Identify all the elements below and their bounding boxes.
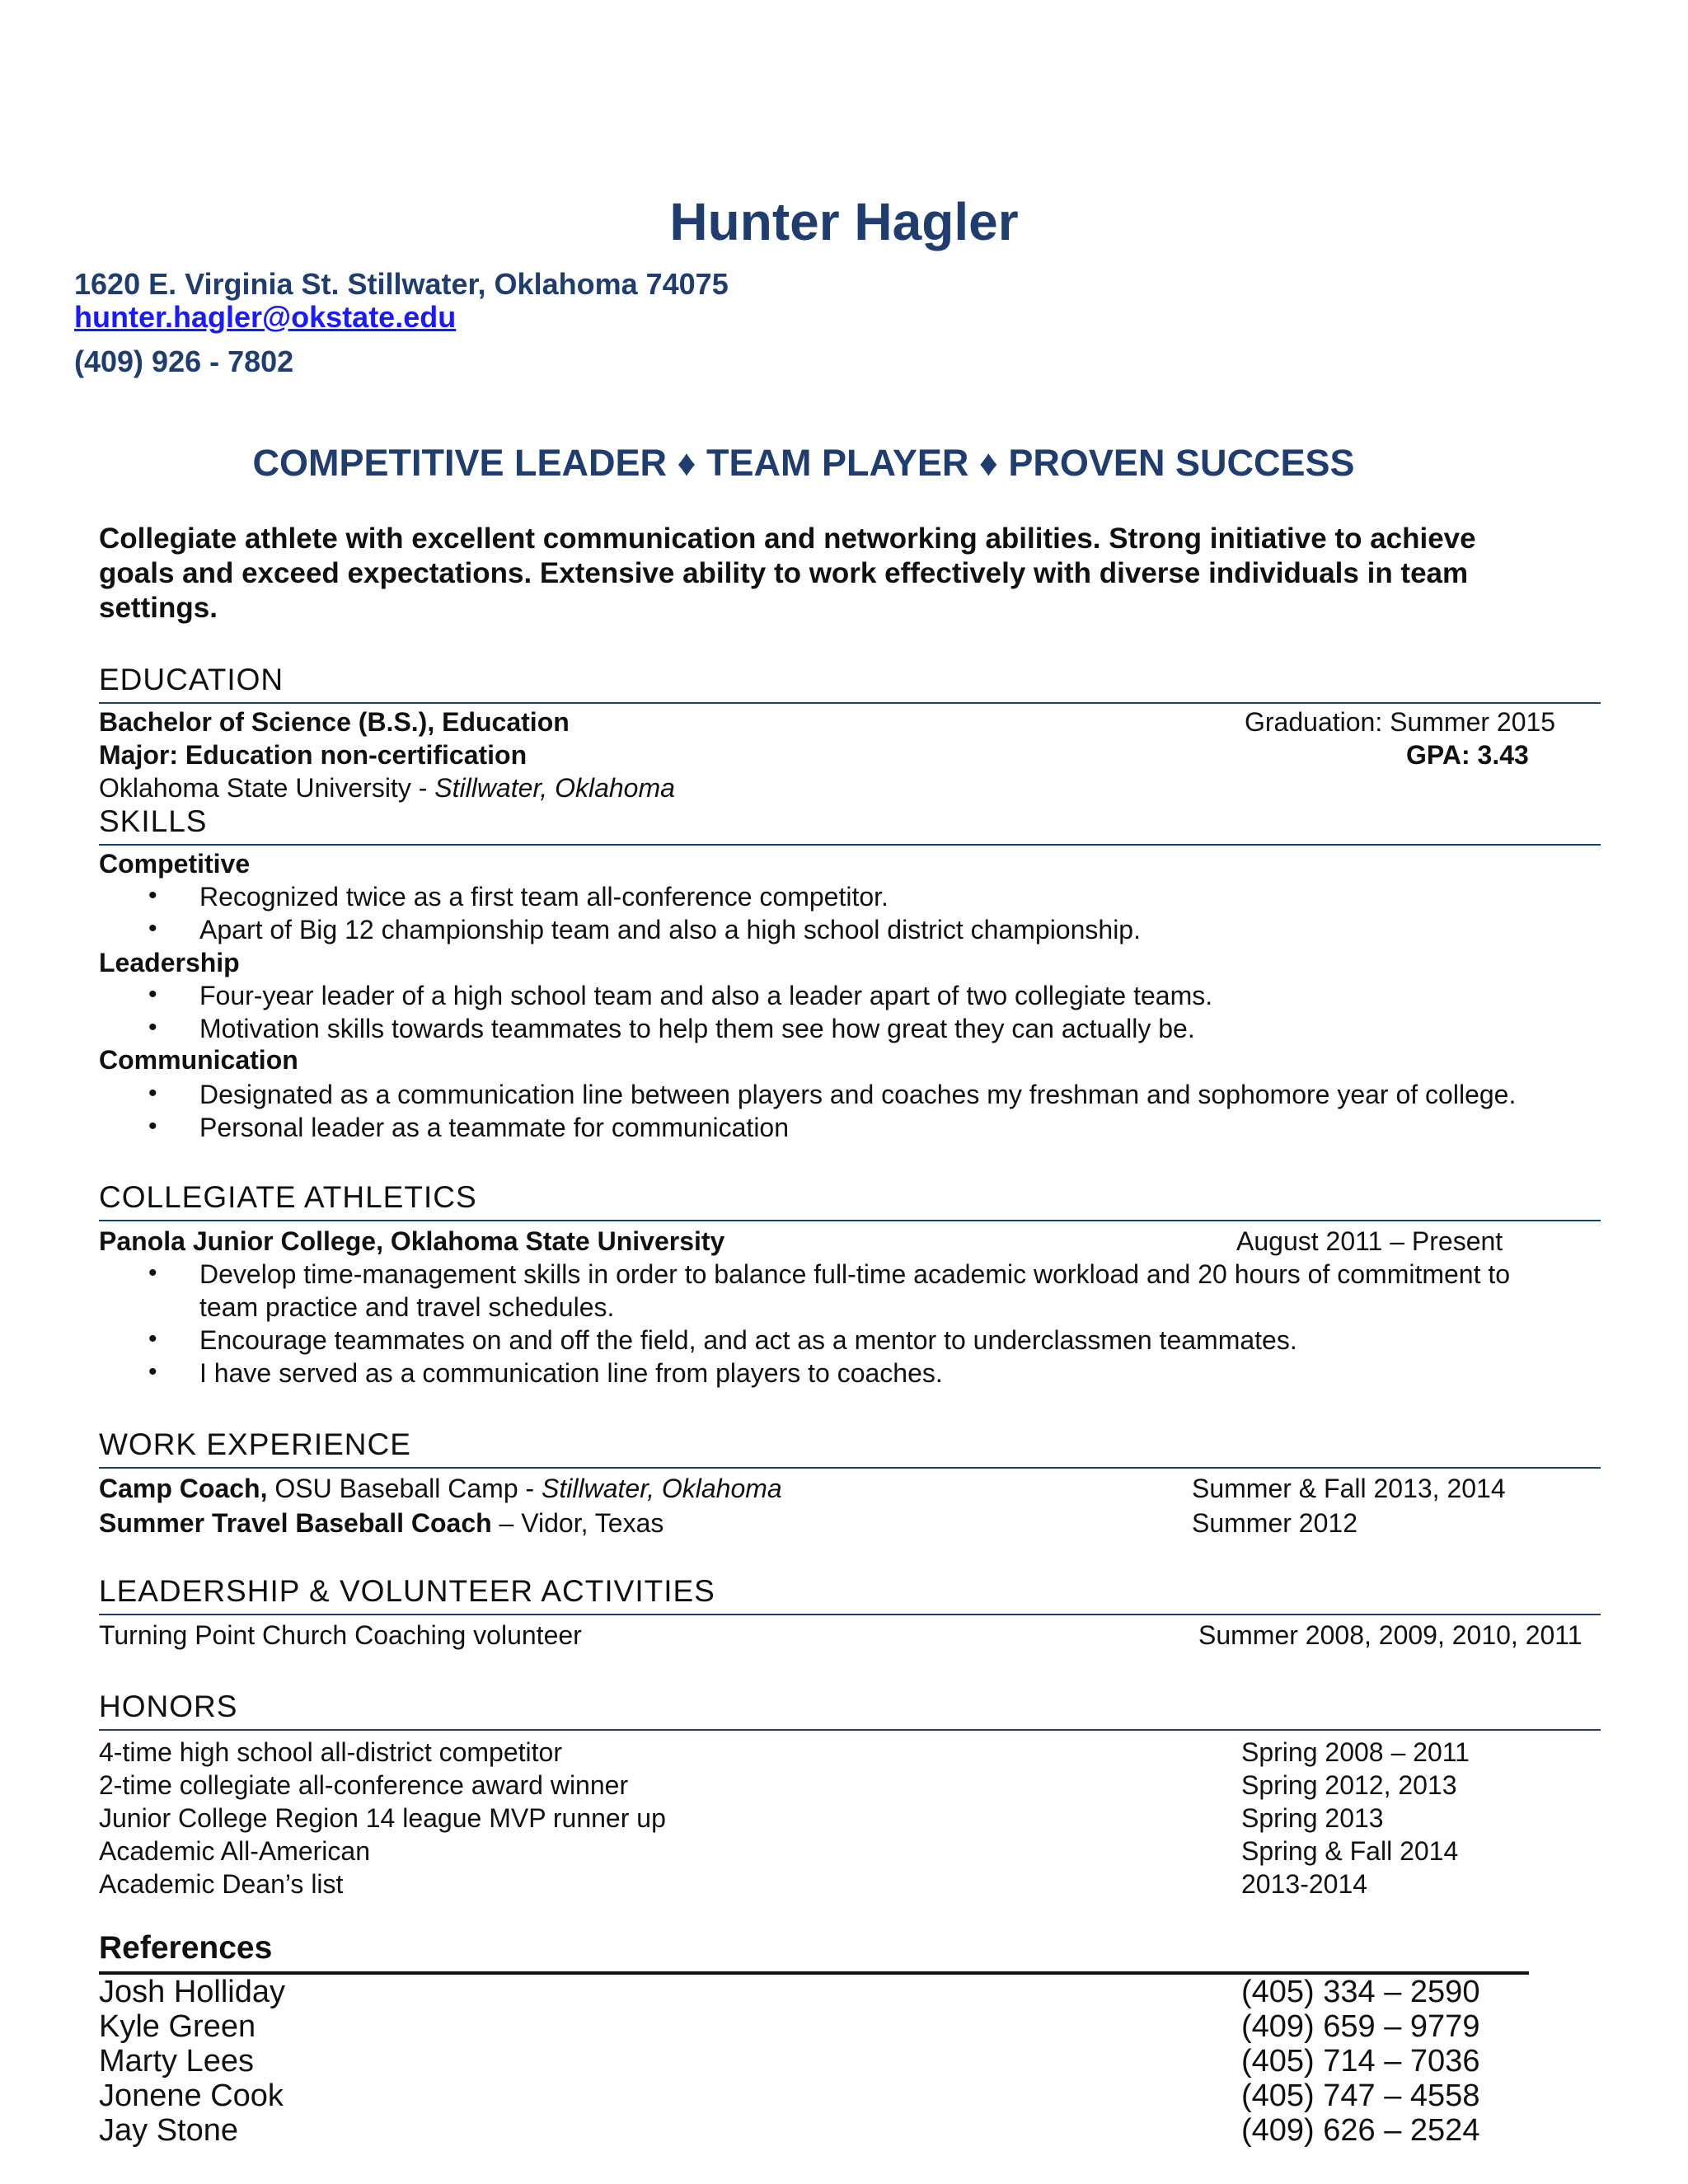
bullet-icon: •	[148, 1113, 157, 1140]
job-dates: Summer 2012	[1192, 1508, 1357, 1538]
resume-name: Hunter Hagler	[669, 192, 1019, 251]
divider	[99, 1220, 1601, 1221]
reference-name: Jay Stone	[99, 2113, 238, 2148]
reference-name: Josh Holliday	[99, 1975, 285, 2009]
tagline-team-player: TEAM PLAYER	[706, 442, 969, 484]
honor-date: Spring 2012, 2013	[1241, 1770, 1457, 1800]
tagline-proven-success: PROVEN SUCCESS	[1008, 442, 1355, 484]
school-name: Oklahoma State University -	[99, 773, 435, 803]
list-item: Encourage teammates on and off the field, and act as a mentor to underclassmen teammates.	[199, 1325, 1297, 1355]
references-heading: References	[99, 1930, 273, 1966]
list-item: Four-year leader of a high school team and also a leader apart of two collegiate teams.	[199, 981, 1213, 1010]
bullet-icon: •	[148, 1358, 157, 1385]
diamond-icon: ♦	[978, 442, 998, 484]
work-heading: WORK EXPERIENCE	[99, 1427, 411, 1461]
list-item: Personal leader as a teammate for communication	[199, 1113, 790, 1142]
tagline-competitive-leader: COMPETITIVE LEADER	[252, 442, 668, 484]
job-title: Summer Travel Baseball Coach	[99, 1508, 492, 1538]
gpa: GPA: 3.43	[1406, 740, 1529, 770]
job-travel-coach	[99, 1508, 663, 1539]
bullet-icon: •	[148, 915, 157, 942]
bullet-icon: •	[148, 1259, 157, 1286]
divider	[99, 1614, 1601, 1615]
bullet-icon: •	[148, 882, 157, 909]
bullet-icon: •	[148, 1014, 157, 1041]
honor-date: Spring 2008 – 2011	[1241, 1737, 1470, 1767]
honors-heading: HONORS	[99, 1690, 238, 1723]
skill-category-leadership: Leadership	[99, 948, 240, 977]
major: Major: Education non-certification	[99, 740, 528, 770]
phone: (409) 926 - 7802	[74, 344, 294, 378]
honor-name: Junior College Region 14 league MVP runner up	[99, 1803, 666, 1833]
reference-phone: (409) 626 – 2524	[1241, 2113, 1480, 2148]
reference-phone: (405) 334 – 2590	[1241, 1975, 1480, 2009]
reference-name: Jonene Cook	[99, 2079, 284, 2113]
tagline	[0, 442, 1607, 485]
athletics-dates: August 2011 – Present	[1236, 1226, 1503, 1256]
honor-date: Spring & Fall 2014	[1241, 1836, 1459, 1866]
list-item-continued: team practice and travel schedules.	[199, 1292, 615, 1322]
reference-phone: (405) 714 – 7036	[1241, 2044, 1480, 2079]
reference-name: Kyle Green	[99, 2009, 256, 2044]
honor-date: Spring 2013	[1241, 1803, 1384, 1833]
honor-name: 2-time collegiate all-conference award winner	[99, 1770, 629, 1800]
summary-line-2: goals and exceed expectations. Extensive ability to work effectively with diverse individuals in team	[99, 557, 1469, 589]
job-title: Camp Coach,	[99, 1474, 268, 1503]
job-camp-coach	[99, 1474, 782, 1504]
bullet-icon: •	[148, 1325, 157, 1352]
list-item: Motivation skills towards teammates to help them see how great they can actually be.	[199, 1014, 1195, 1043]
divider	[99, 702, 1601, 704]
list-item: I have served as a communication line from players to coaches.	[199, 1358, 943, 1388]
athletics-heading: COLLEGIATE ATHLETICS	[99, 1180, 477, 1214]
divider	[99, 844, 1601, 846]
list-item: Develop time-management skills in order to balance full-time academic workload and 20 hours of commitment to	[199, 1259, 1511, 1289]
volunteer-dates: Summer 2008, 2009, 2010, 2011	[1198, 1620, 1582, 1650]
bullet-icon: •	[148, 981, 157, 1008]
skills-heading: SKILLS	[99, 804, 208, 838]
school	[99, 773, 675, 804]
honor-date: 2013-2014	[1241, 1869, 1368, 1899]
summary-line-3: settings.	[99, 592, 218, 624]
divider	[99, 1467, 1601, 1469]
honor-name: Academic All-American	[99, 1836, 370, 1866]
list-item: Recognized twice as a first team all-conference competitor.	[199, 882, 889, 912]
job-dates: Summer & Fall 2013, 2014	[1192, 1474, 1506, 1503]
diamond-icon: ♦	[677, 442, 696, 484]
volunteer-item: Turning Point Church Coaching volunteer	[99, 1620, 582, 1650]
reference-phone: (409) 659 – 9779	[1241, 2009, 1480, 2044]
reference-phone: (405) 747 – 4558	[1241, 2079, 1480, 2113]
job-location: – Vidor, Texas	[491, 1508, 664, 1538]
job-org: OSU Baseball Camp -	[267, 1474, 542, 1503]
address: 1620 E. Virginia St. Stillwater, Oklahoma 74075	[74, 267, 729, 301]
volunteer-heading: LEADERSHIP & VOLUNTEER ACTIVITIES	[99, 1574, 715, 1608]
honor-name: 4-time high school all-district competitor	[99, 1737, 562, 1767]
degree: Bachelor of Science (B.S.), Education	[99, 707, 570, 737]
job-location: Stillwater, Oklahoma	[542, 1474, 782, 1503]
skill-category-competitive: Competitive	[99, 849, 251, 879]
divider	[99, 1729, 1601, 1731]
list-item: Designated as a communication line between players and coaches my freshman and sophomore year of college.	[199, 1080, 1517, 1109]
list-item: Apart of Big 12 championship team and also a high school district championship.	[199, 915, 1141, 944]
email-link[interactable]: hunter.hagler@okstate.edu	[74, 300, 457, 334]
reference-name: Marty Lees	[99, 2044, 254, 2079]
skill-category-communication: Communication	[99, 1045, 298, 1075]
athletics-org: Panola Junior College, Oklahoma State University	[99, 1226, 725, 1256]
honor-name: Academic Dean’s list	[99, 1869, 344, 1899]
summary-line-1: Collegiate athlete with excellent communication and networking abilities. Strong initiative to achieve	[99, 523, 1476, 555]
education-heading: EDUCATION	[99, 663, 284, 696]
school-location: Stillwater, Oklahoma	[434, 773, 675, 803]
bullet-icon: •	[148, 1080, 157, 1107]
graduation-date: Graduation: Summer 2015	[1245, 707, 1556, 737]
